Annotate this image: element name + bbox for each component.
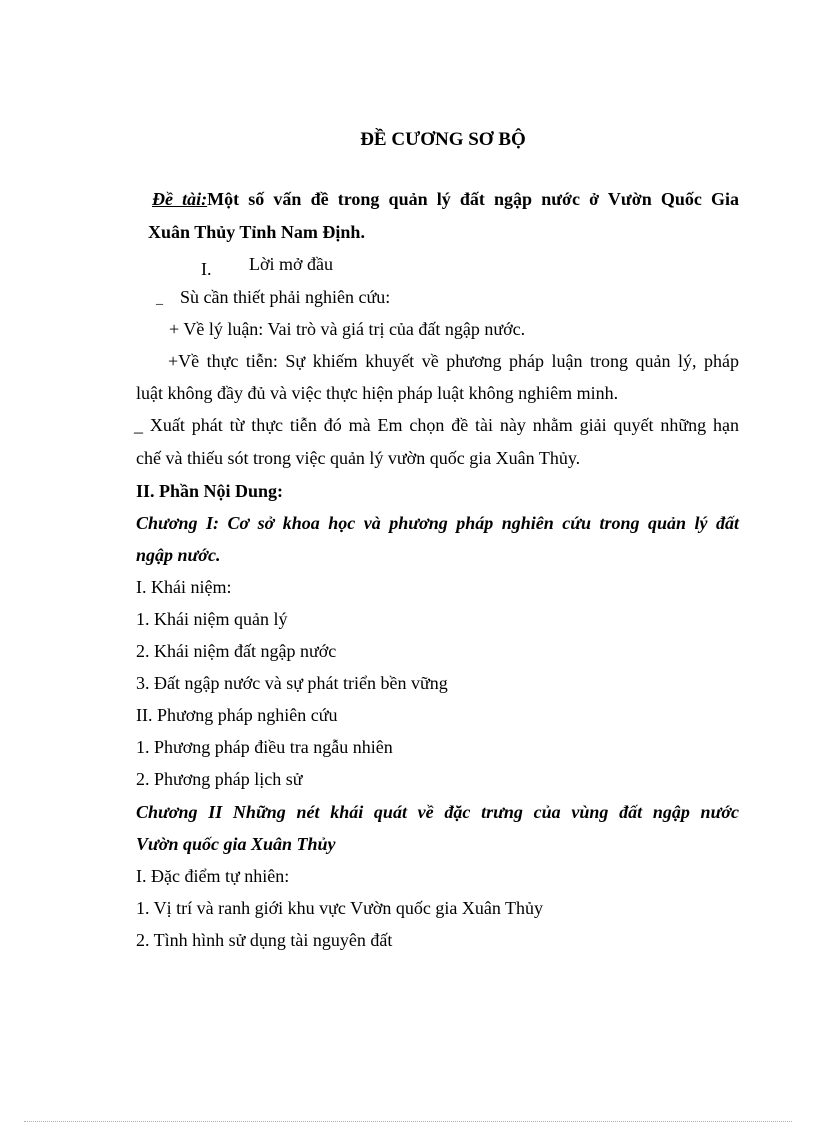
topic-text-1: Một số vấn đề trong quản lý đất ngập nước ở Vườn Quốc Gia [207, 189, 740, 209]
chapter-1-item: 2. Khái niệm đất ngập nước [136, 641, 337, 661]
chapter-1-item: 1. Phương pháp điều tra ngẫu nhiên [136, 737, 393, 757]
chapter-1-title-line-1: Chương I: Cơ sở khoa học và phương pháp nghiên cứu trong quản lý đất [136, 513, 739, 533]
topic-label: Đề tài: [152, 189, 208, 209]
chapter-1-item: 2. Phương pháp lịch sử [136, 769, 303, 789]
chapter-2-title-line-1: Chương II Những nét khái quát về đặc trưng của vùng đất ngập nước [136, 802, 739, 822]
section-1-numeral: I. [201, 259, 212, 279]
page-title: ĐỀ CƯƠNG SƠ BỘ [360, 129, 526, 150]
bullet-dash: _ [156, 292, 163, 307]
section-2-heading: II. Phần Nội Dung: [136, 481, 284, 501]
section-1-heading: Lời mở đầu [249, 254, 334, 274]
chapter-2-title-line-2: Vườn quốc gia Xuân Thủy [136, 834, 336, 854]
practice-line-2: luật không đầy đủ và việc thực hiện pháp luật không nghiêm minh. [136, 383, 619, 403]
topic-line-2: Xuân Thủy Tỉnh Nam Định. [148, 222, 365, 242]
chapter-2-item: I. Đặc điểm tự nhiên: [136, 866, 290, 886]
topic-line-1 [152, 188, 739, 210]
practice-line-1: +Về thực tiễn: Sự khiếm khuyết về phương pháp luận trong quản lý, pháp [168, 351, 739, 371]
chapter-1-item: 3. Đất ngập nước và sự phát triển bền vững [136, 673, 448, 693]
chapter-2-item: 1. Vị trí và ranh giới khu vực Vườn quốc gia Xuân Thủy [136, 898, 543, 918]
reason-line-1: _ Xuất phát từ thực tiễn đó mà Em chọn đề tài này nhằm giải quyết những hạn [134, 415, 739, 435]
chapter-1-item: 1. Khái niệm quản lý [136, 609, 288, 629]
reason-line-2: chế và thiếu sót trong việc quản lý vườn quốc gia Xuân Thủy. [136, 448, 581, 468]
theory-line: + Về lý luận: Vai trò và giá trị của đất ngập nước. [169, 319, 526, 339]
chapter-2-item: 2. Tình hình sử dụng tài nguyên đất [136, 930, 393, 950]
chapter-1-item: II. Phương pháp nghiên cứu [136, 705, 338, 725]
chapter-1-title-line-2: ngập nước. [136, 545, 221, 565]
page-bottom-divider [24, 1121, 792, 1122]
chapter-1-item: I. Khái niệm: [136, 577, 232, 597]
necessity-line: Sù cần thiết phải nghiên cứu: [180, 287, 391, 307]
